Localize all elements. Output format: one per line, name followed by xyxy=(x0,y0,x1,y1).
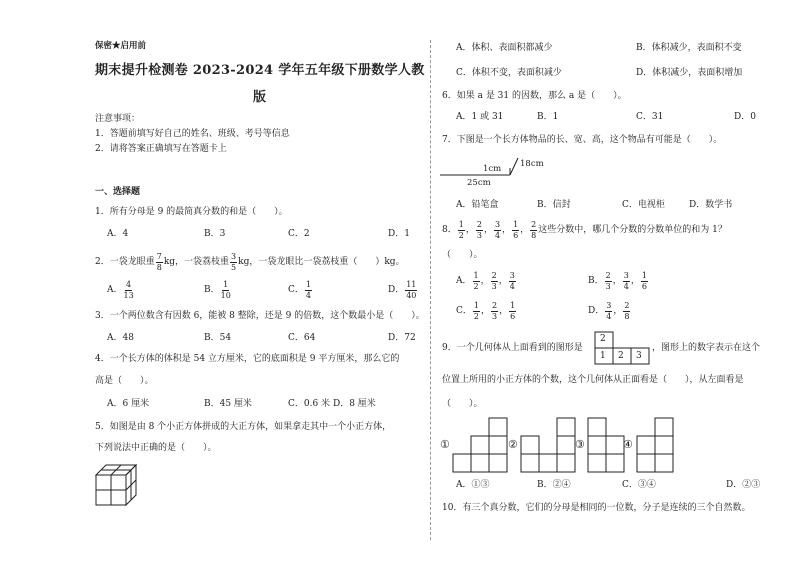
page-title: 期末提升检测卷 2023-2024 学年五年级下册数学人教 xyxy=(95,63,425,78)
q7-option-a[interactable]: A．铅笔盒 xyxy=(456,200,499,210)
question-9: 9．一个几何体从上面看到的图形是 xyxy=(442,343,583,353)
q3-option-c[interactable]: C．64 xyxy=(288,333,316,343)
q5-option-b[interactable]: B．体积减少，表面积不变 xyxy=(636,43,742,53)
q5-option-a[interactable]: A．体积、表面积都减少 xyxy=(456,43,553,53)
q3-option-d[interactable]: D．72 xyxy=(388,333,416,343)
q6-option-c[interactable]: C．31 xyxy=(636,112,664,122)
q4-option-a[interactable]: A．6 厘米 xyxy=(107,399,150,409)
question-7: 7．下图是一个长方体物品的长、宽、高，这个物品有可能是（ ）。 xyxy=(442,135,723,145)
cube-figure xyxy=(94,463,140,507)
view-figure-4 xyxy=(636,417,674,473)
q3-option-a[interactable]: A．48 xyxy=(107,333,134,343)
q4-option-b[interactable]: B．45 厘米 xyxy=(204,399,252,409)
note-item: 1．答题前填写好自己的姓名、班级、考号等信息 xyxy=(95,129,290,139)
q5-option-d[interactable]: D．体积减少，表面积增加 xyxy=(636,68,743,78)
grid-number: 1 xyxy=(600,351,606,361)
notes-heading: 注意事项： xyxy=(95,114,141,124)
q8-option-b[interactable]: B． 2 3 ， 3 4 ， 1 6 xyxy=(588,271,647,291)
q1-option-a[interactable]: A．4 xyxy=(107,229,129,239)
q4-option-c[interactable]: C．0.6 米 xyxy=(288,399,331,409)
q1-option-c[interactable]: C．2 xyxy=(288,229,310,239)
dimension-width-label: 18cm xyxy=(520,159,544,169)
section-heading: 一、选择题 xyxy=(95,187,141,197)
q2-option-a[interactable]: A． 4 13 xyxy=(107,280,134,300)
q8-option-c[interactable]: C． 1 2 ， 2 3 ， 1 6 xyxy=(456,301,516,321)
note-item: 2．请将答案正确填写在答题卡上 xyxy=(95,144,227,154)
question-2: 2．一袋龙眼重 7 8 kg，一袋荔枝重 3 5 kg，一袋龙眼比一袋荔枝重（ ）kg。 xyxy=(95,252,405,272)
q9-option-c[interactable]: C．③④ xyxy=(622,480,656,490)
q2-option-d[interactable]: D． 11 40 xyxy=(388,280,417,300)
grid-number: 3 xyxy=(636,351,642,361)
page-title-cont: 版 xyxy=(253,90,267,105)
q4-option-d[interactable]: D．8 厘米 xyxy=(333,399,376,409)
question-4: 4．一个长方体的体积是 54 立方厘米，它的底面积是 9 平方厘米，那么它的 xyxy=(95,354,400,364)
q5-option-c[interactable]: C．体积不变，表面积减少 xyxy=(456,68,562,78)
q7-option-c[interactable]: C．电视柜 xyxy=(622,200,665,210)
question-6: 6．如果 a 是 31 的因数，那么 a 是（ ）。 xyxy=(442,91,627,101)
question-4-cont: 高是（ ）。 xyxy=(95,376,154,386)
dimension-length-label: 25cm xyxy=(467,178,491,188)
q3-option-b[interactable]: B．54 xyxy=(204,333,232,343)
question-9-cont2: （ ）。 xyxy=(442,399,483,409)
figure-4-label: ④ xyxy=(623,438,633,451)
figure-2-label: ② xyxy=(508,438,518,451)
question-8-cont: （ ）。 xyxy=(442,250,483,260)
q9-option-b[interactable]: B．②④ xyxy=(537,480,571,490)
question-1: 1．所有分母是 9 的最简真分数的和是（ ）。 xyxy=(95,207,288,217)
dimension-height-label: 1cm xyxy=(483,164,502,174)
q1-option-d[interactable]: D．1 xyxy=(388,229,410,239)
question-5: 5．如图是由 8 个小正方体拼成的大正方体，如果拿走其中一个小正方体， xyxy=(95,422,392,432)
question-9-text: ，图形上的数字表示在这个 xyxy=(652,343,761,353)
grid-number: 2 xyxy=(618,351,624,361)
question-5-cont: 下列说法中正确的是（ ）。 xyxy=(95,443,217,453)
q2-option-b[interactable]: B． 1 10 xyxy=(204,280,231,300)
q8-option-a[interactable]: A． 1 2 ， 2 3 ， 3 4 xyxy=(456,271,515,291)
figure-3-label: ③ xyxy=(575,438,585,451)
column-divider xyxy=(430,40,431,540)
q7-option-b[interactable]: B．信封 xyxy=(537,200,571,210)
q6-option-b[interactable]: B．1 xyxy=(537,112,559,122)
figure-1-label: ① xyxy=(440,438,450,451)
question-3: 3．一个两位数含有因数 6，能被 8 整除，还是 9 的倍数，这个数最小是（ ）。 xyxy=(95,311,425,321)
q7-option-d[interactable]: D．数学书 xyxy=(689,200,733,210)
grid-number: 2 xyxy=(600,334,606,344)
question-9-cont: 位置上所用的小正方体的个数，这个几何体从正面看是（ ），从左面看是 xyxy=(442,375,744,385)
question-10: 10．有三个真分数，它们的分母是相同的一位数，分子是连续的三个自然数。 xyxy=(442,503,751,513)
q2-option-c[interactable]: C． 1 4 xyxy=(288,280,311,300)
question-8: 8． 1 2 ， 2 3 ， 3 4 ， 1 6 ， 2 8 这些分数中，哪几个分数的分数单位的和为 1？ xyxy=(442,220,727,240)
view-figure-3 xyxy=(587,417,625,473)
view-figure-1 xyxy=(452,417,508,473)
view-figure-2 xyxy=(520,417,576,473)
q6-option-d[interactable]: D．0 xyxy=(734,112,756,122)
q9-option-d[interactable]: D．②③ xyxy=(726,480,761,490)
confidential-mark: 保密★启用前 xyxy=(95,41,147,51)
q9-option-a[interactable]: A．①③ xyxy=(456,480,490,490)
q6-option-a[interactable]: A．1 或 31 xyxy=(456,112,504,122)
q8-option-d[interactable]: D． 3 4 ， 2 8 xyxy=(588,301,630,321)
q1-option-b[interactable]: B．3 xyxy=(204,229,226,239)
